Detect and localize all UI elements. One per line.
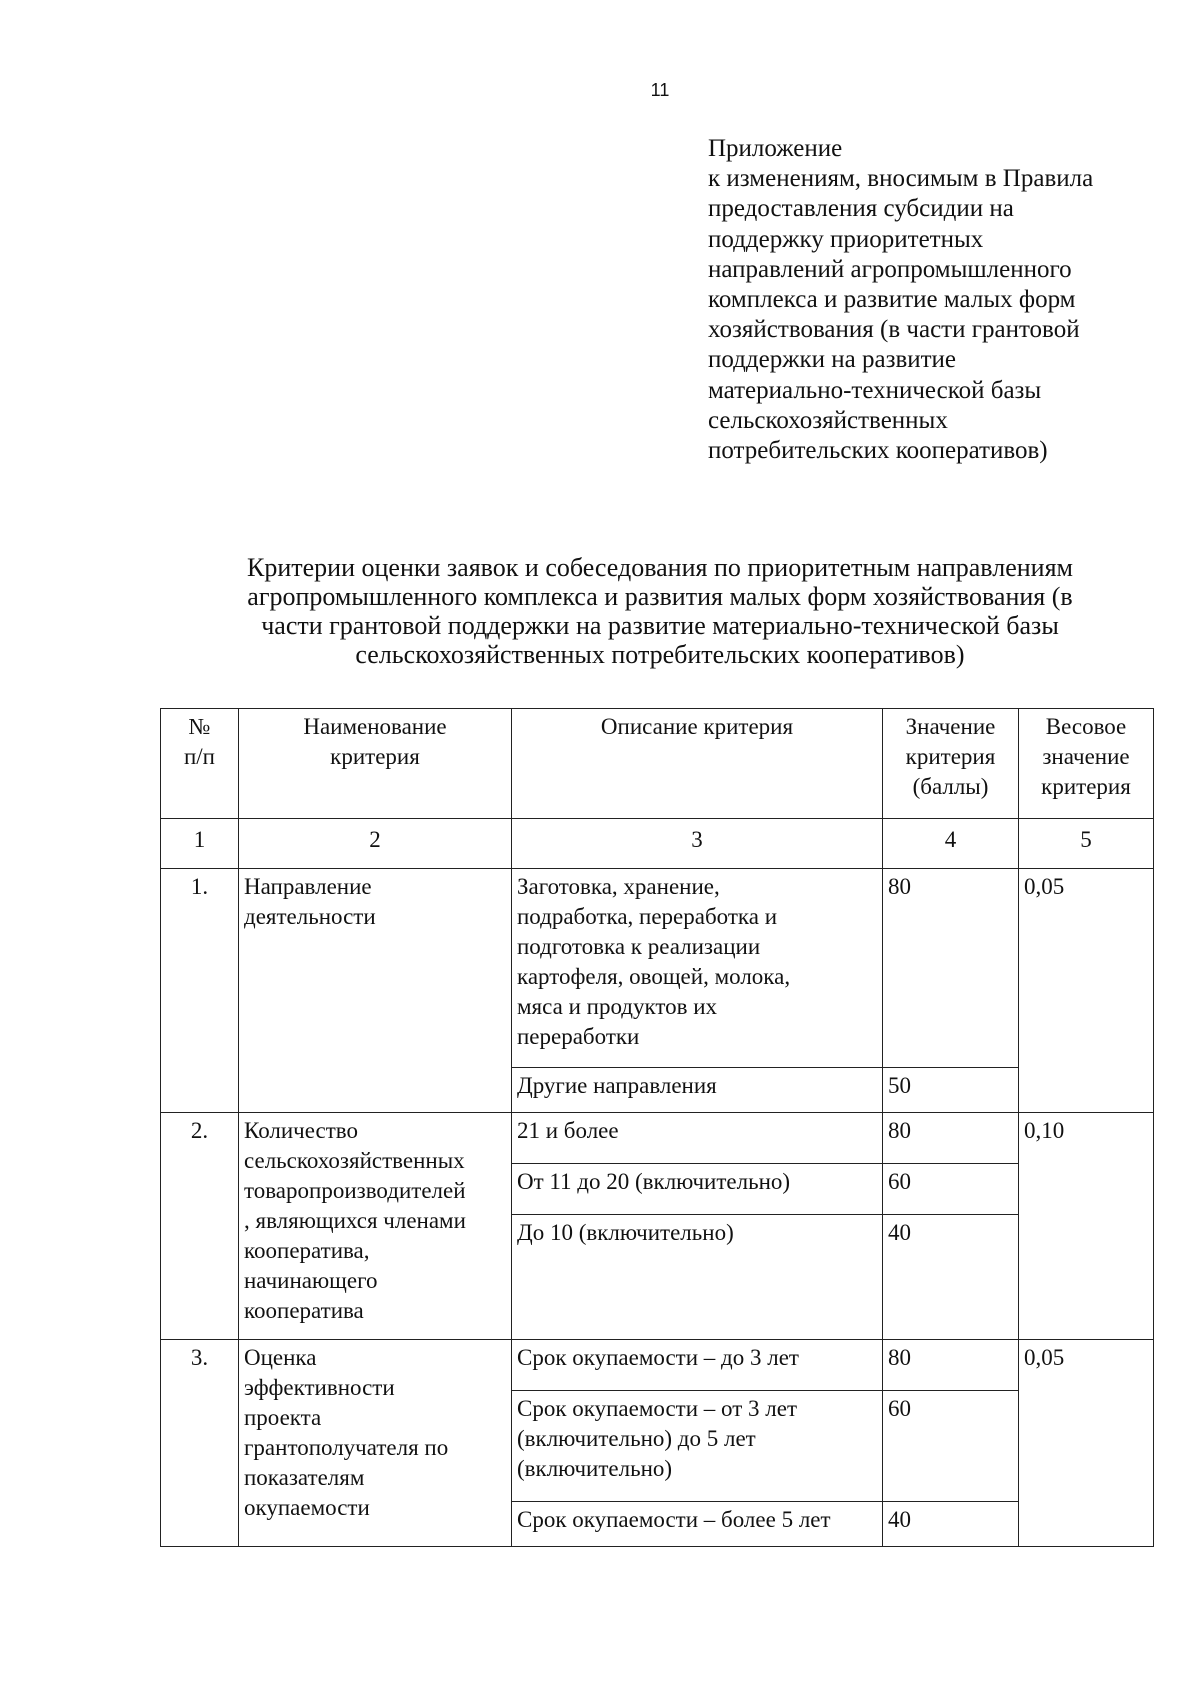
criterion-score-cell: [883, 1391, 1019, 1502]
appendix-line: поддержку приоритетных: [708, 225, 984, 253]
appendix-line: сельскохозяйственных: [708, 406, 948, 434]
criterion-score: 40: [888, 1220, 911, 1245]
header-row: [161, 709, 1154, 819]
page-number: 11: [650, 80, 670, 100]
criterion-name-cell: [239, 1340, 512, 1547]
criterion-score-cell: [883, 1215, 1019, 1340]
criterion-weight: 0,10: [1024, 1118, 1065, 1143]
column-number: 3: [512, 819, 883, 869]
criterion-name: Оценка эффективности проекта грантополучателя по показателям окупаемости: [244, 1345, 449, 1520]
header-cell-description: [512, 709, 883, 819]
column-number-row: [161, 819, 1154, 869]
criterion-weight-cell: [1019, 1340, 1154, 1547]
header-name: Наименование критерия: [303, 714, 447, 769]
criterion-score: 50: [888, 1073, 911, 1098]
criterion-weight: 0,05: [1024, 874, 1065, 899]
criterion-name: Количество сельскохозяйственных товаропроизводителей , являющихся членами кооператива, начинающего кооператива: [244, 1118, 466, 1323]
criterion-score: 60: [888, 1396, 911, 1421]
criterion-number-cell: [161, 1340, 239, 1547]
header-cell-weight: [1019, 709, 1154, 819]
criterion-number: 3.: [190, 1345, 209, 1370]
criterion-description: 21 и более: [517, 1118, 619, 1143]
criterion-weight-cell: [1019, 869, 1154, 1113]
criterion-score: 80: [888, 1345, 911, 1370]
header-cell-name: [239, 709, 512, 819]
criterion-score-cell: [883, 1113, 1019, 1164]
header-cell-score: [883, 709, 1019, 819]
criterion-description: До 10 (включительно): [517, 1220, 734, 1245]
criterion-score: 60: [888, 1169, 911, 1194]
appendix-line: поддержки на развитие: [708, 346, 957, 374]
appendix-line: комплекса и развитие малых форм: [708, 286, 1076, 314]
criterion-number: 1.: [190, 874, 209, 899]
header-score: Значение критерия (баллы): [905, 714, 996, 799]
criterion-score-cell: [883, 1340, 1019, 1391]
criterion-description: Срок окупаемости – более 5 лет: [517, 1507, 831, 1532]
criterion-number-cell: [161, 869, 239, 1113]
table-row: [161, 869, 1154, 1068]
appendix-line: материально-технической базы: [708, 376, 1042, 404]
document-title: [160, 553, 1160, 669]
criterion-description-cell: [512, 1391, 883, 1502]
criterion-description: Другие направления: [517, 1073, 717, 1098]
appendix-line: хозяйствования (в части грантовой: [708, 316, 1080, 344]
criterion-description-cell: [512, 1113, 883, 1164]
criterion-description-cell: [512, 869, 883, 1068]
criterion-score: 40: [888, 1507, 911, 1532]
column-number: 5: [1019, 819, 1154, 869]
criterion-weight-cell: [1019, 1113, 1154, 1340]
title-line: сельскохозяйственных потребительских кооперативов): [355, 640, 965, 669]
column-number: 2: [239, 819, 512, 869]
appendix-line: предоставления субсидии на: [708, 195, 1014, 223]
appendix-line: направлений агропромышленного: [708, 255, 1072, 283]
title-line: агропромышленного комплекса и развития малых форм хозяйствования (в: [247, 582, 1073, 611]
criterion-description: Заготовка, хранение, подработка, переработка и подготовка к реализации картофеля, овощей, молока, мяса и продуктов их переработки: [517, 874, 791, 1049]
criterion-description-cell: [512, 1340, 883, 1391]
criterion-weight: 0,05: [1024, 1345, 1065, 1370]
column-number: 4: [883, 819, 1019, 869]
criterion-name-cell: [239, 869, 512, 1113]
title-line: Критерии оценки заявок и собеседования по приоритетным направлениям: [247, 553, 1073, 582]
criterion-description: От 11 до 20 (включительно): [517, 1169, 791, 1194]
table-row: [161, 1340, 1154, 1391]
criterion-description-cell: [512, 1068, 883, 1113]
appendix-block: [708, 134, 1178, 466]
header-description: Описание критерия: [600, 714, 794, 739]
header-cell-number: [161, 709, 239, 819]
title-line: части грантовой поддержки на развитие материально-технической базы: [261, 611, 1059, 640]
criterion-number: 2.: [190, 1118, 209, 1143]
criterion-description-cell: [512, 1215, 883, 1340]
criterion-description-cell: [512, 1164, 883, 1215]
criterion-description: Срок окупаемости – от 3 лет (включительно) до 5 лет (включительно): [517, 1396, 798, 1481]
criteria-table: [160, 708, 1154, 1547]
criterion-name-cell: [239, 1113, 512, 1340]
criterion-score-cell: [883, 1164, 1019, 1215]
appendix-line: потребительских кооперативов): [708, 437, 1048, 465]
appendix-line: к изменениям, вносимым в Правила: [708, 165, 1094, 193]
appendix-line: Приложение: [708, 135, 843, 162]
table-row: [161, 1113, 1154, 1164]
criterion-score-cell: [883, 1068, 1019, 1113]
criterion-score: 80: [888, 874, 911, 899]
header-weight: Весовое значение критерия: [1041, 714, 1131, 799]
criterion-description-cell: [512, 1502, 883, 1547]
criterion-score-cell: [883, 869, 1019, 1068]
criterion-number-cell: [161, 1113, 239, 1340]
criterion-score: 80: [888, 1118, 911, 1143]
column-number: 1: [161, 819, 239, 869]
criterion-name: Направление деятельности: [244, 874, 376, 929]
criterion-score-cell: [883, 1502, 1019, 1547]
criterion-description: Срок окупаемости – до 3 лет: [517, 1345, 799, 1370]
header-number: № п/п: [183, 714, 215, 769]
